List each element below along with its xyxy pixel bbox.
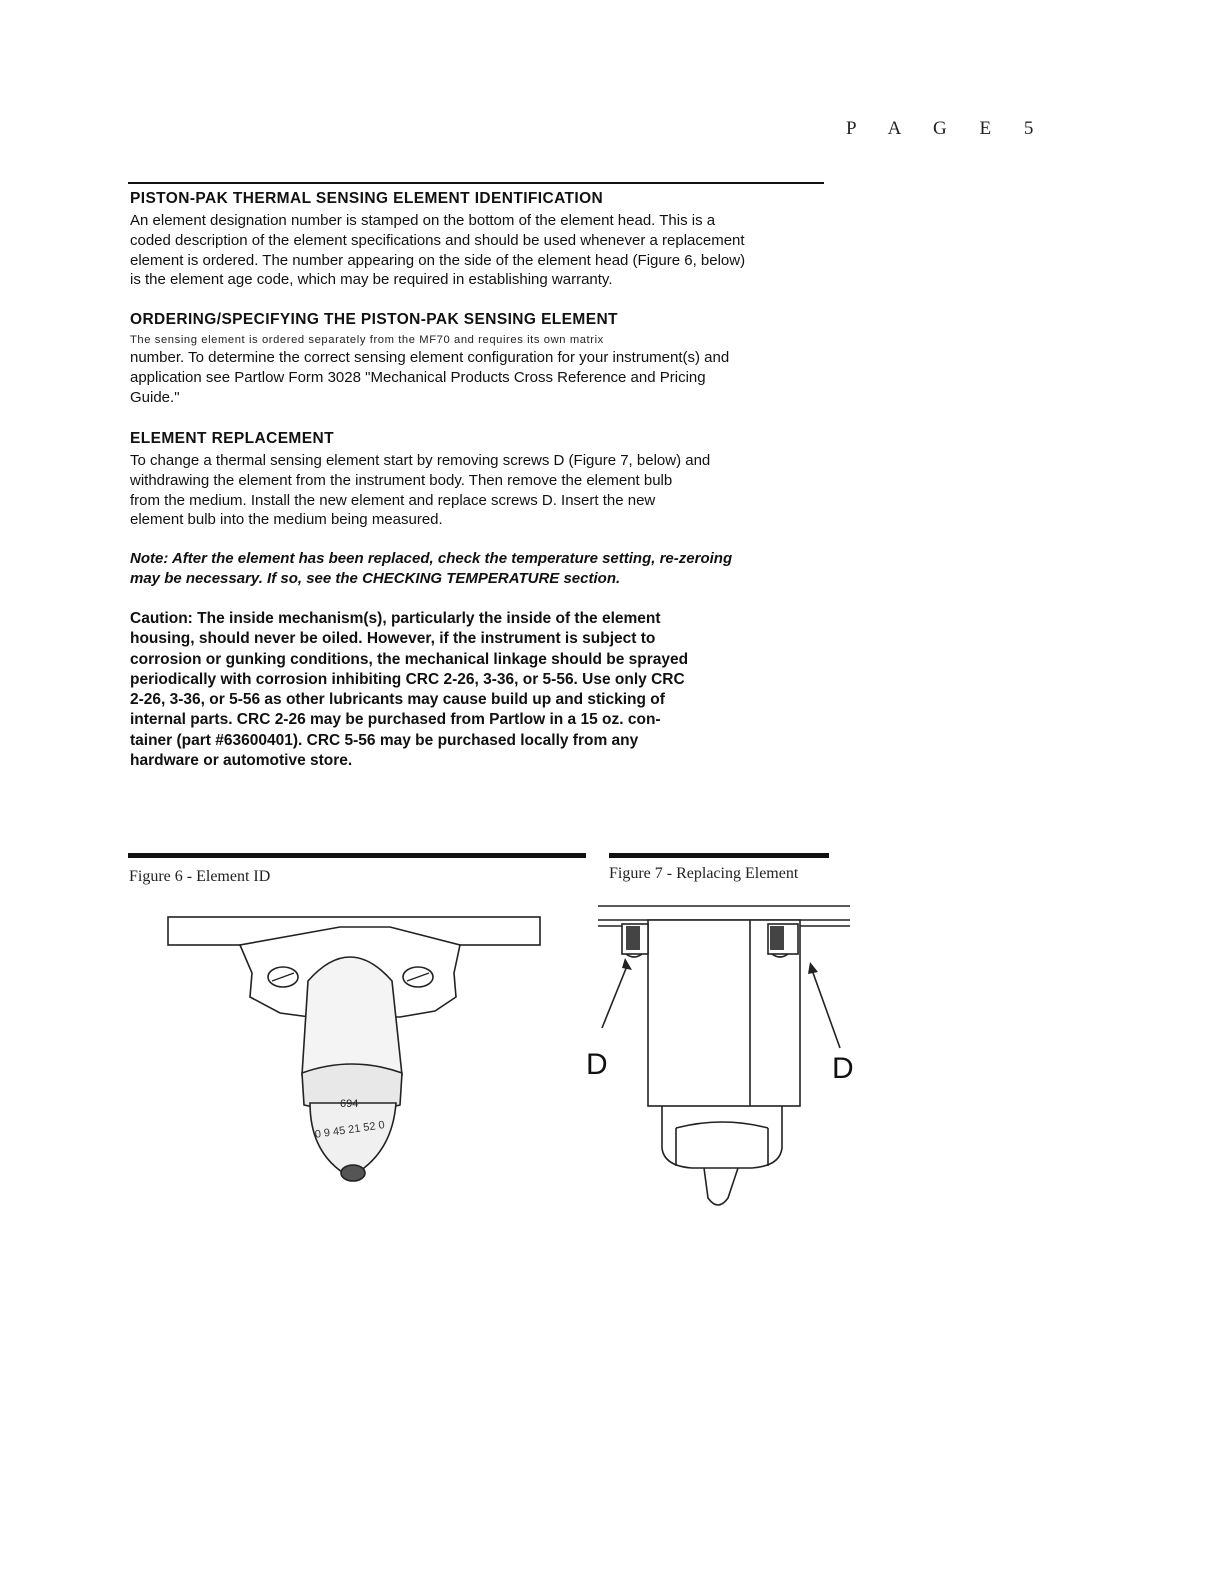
para-line: Guide." — [130, 388, 180, 406]
section-ordering — [130, 310, 830, 407]
para-line: To change a thermal sensing element start by removing screws D (Figure 7, below) and — [130, 452, 711, 469]
page-number: P A G E 5 — [846, 118, 1034, 139]
note-block — [130, 549, 830, 589]
figure6-caption: Figure 6 - Element ID — [129, 868, 271, 885]
dial-digits: 0 9 45 21 52 0 — [314, 1119, 386, 1141]
caution-line: housing, should never be oiled. However, if the instrument is subject to — [130, 630, 656, 648]
section-heading: ELEMENT REPLACEMENT — [130, 430, 334, 447]
figure7-caption: Figure 7 - Replacing Element — [609, 865, 799, 882]
element-body — [302, 957, 402, 1075]
note-line: may be necessary. If so, see the CHECKING TEMPERATURE section. — [130, 570, 621, 587]
element-bulb — [704, 1168, 738, 1205]
figure7-rule — [609, 853, 829, 858]
arrow-left — [602, 966, 627, 1028]
arrow-right — [812, 970, 840, 1048]
section-heading: PISTON-PAK THERMAL SENSING ELEMENT IDENTIFICATION — [130, 190, 604, 207]
label-d-left: D — [586, 1048, 608, 1081]
element-bulb-holder — [662, 1106, 782, 1168]
para-line: withdrawing the element from the instrument body. Then remove the element bulb — [130, 471, 673, 489]
section-identification — [130, 189, 830, 290]
para-line: from the medium. Install the new element and replace screws D. Insert the new — [130, 491, 656, 509]
para-line: An element designation number is stamped on the bottom of the element head. This is a — [130, 212, 716, 229]
stamp-number: 694 — [340, 1098, 359, 1110]
para-line: element bulb into the medium being measured. — [130, 511, 443, 529]
para-line: element is ordered. The number appearing on the side of the element head (Figure 6, below) — [130, 251, 746, 269]
figure6-rule — [128, 853, 586, 858]
figure7-replacing-drawing — [586, 898, 862, 1218]
caution-line: corrosion or gunking conditions, the mechanical linkage should be sprayed — [130, 650, 689, 668]
caution-line: internal parts. CRC 2-26 may be purchased from Partlow in a 15 oz. con- — [130, 711, 661, 729]
para-line: coded description of the element specifications and should be used whenever a replacement — [130, 231, 745, 249]
top-rule — [128, 182, 824, 184]
caution-line: Caution: The inside mechanism(s), particularly the inside of the element — [130, 610, 661, 627]
caution-line: periodically with corrosion inhibiting CRC 2-26, 3-36, or 5-56. Use only CRC — [130, 670, 685, 688]
label-d-right: D — [832, 1052, 854, 1085]
section-heading: ORDERING/SPECIFYING THE PISTON-PAK SENSING ELEMENT — [130, 311, 618, 328]
caution-line: 2-26, 3-36, or 5-56 as other lubricants may cause build up and sticking of — [130, 691, 665, 709]
note-line: Note: After the element has been replaced, check the temperature setting, re-zeroing — [130, 550, 733, 567]
para-line: application see Partlow Form 3028 "Mechanical Products Cross Reference and Pricing — [130, 368, 706, 386]
figure6-element-drawing — [160, 905, 560, 1195]
element-tip — [341, 1165, 365, 1181]
para-line: The sensing element is ordered separately from the MF70 and requires its own matrix — [130, 334, 604, 346]
caution-block — [130, 609, 830, 771]
caution-line: tainer (part #63600401). CRC 5-56 may be purchased locally from any — [130, 731, 639, 749]
para-line: number. To determine the correct sensing element configuration for your instrument(s) and — [130, 349, 730, 366]
section-replacement — [130, 429, 830, 530]
caution-line: hardware or automotive store. — [130, 752, 353, 770]
para-line: is the element age code, which may be required in establishing warranty. — [130, 271, 613, 289]
